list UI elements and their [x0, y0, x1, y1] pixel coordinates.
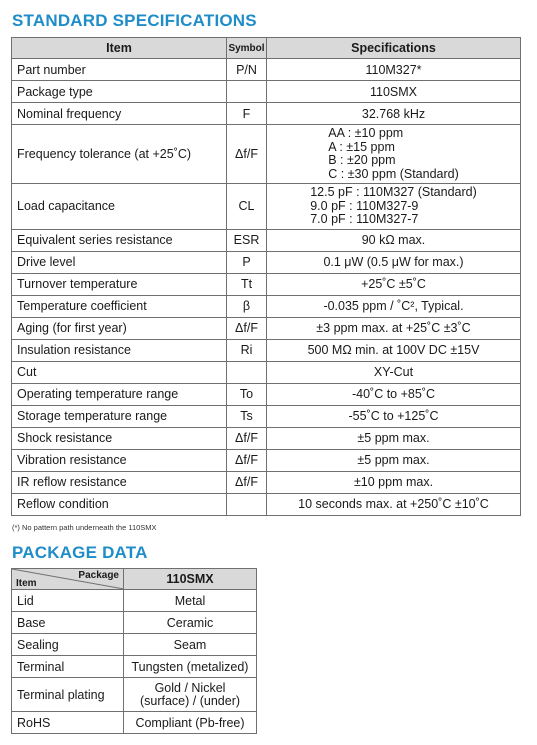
spec-row	[12, 103, 521, 125]
spec-item: Vibration resistance	[12, 449, 227, 471]
spec-item: Drive level	[12, 251, 227, 273]
spec-symbol: β	[227, 295, 267, 317]
package-value: Seam	[124, 634, 257, 656]
package-value: Compliant (Pb-free)	[124, 712, 257, 734]
spec-item: Package type	[12, 81, 227, 103]
spec-row	[12, 383, 521, 405]
spec-symbol	[227, 361, 267, 383]
package-item: Base	[12, 612, 124, 634]
spec-value: 500 MΩ min. at 100V DC ±15V	[267, 339, 521, 361]
header-item: Item	[12, 38, 227, 59]
spec-value: 110M327*	[267, 59, 521, 81]
spec-item: Reflow condition	[12, 493, 227, 515]
spec-value: ±3 ppm max. at +25˚C ±3˚C	[267, 317, 521, 339]
header-symbol: Symbol	[227, 38, 267, 59]
spec-value: -40˚C to +85˚C	[267, 383, 521, 405]
spec-value: -0.035 ppm / ˚C², Typical.	[267, 295, 521, 317]
spec-value: 32.768 kHz	[267, 103, 521, 125]
spec-row	[12, 449, 521, 471]
spec-symbol: P	[227, 251, 267, 273]
spec-value: ±5 ppm max.	[267, 427, 521, 449]
spec-item: Frequency tolerance (at +25˚C)	[12, 125, 227, 184]
corner-package-label: Package	[78, 570, 119, 581]
spec-item: Storage temperature range	[12, 405, 227, 427]
value-line: AA : ±10 ppm	[328, 126, 404, 140]
spec-item: Operating temperature range	[12, 383, 227, 405]
spec-value: 0.1 μW (0.5 μW for max.)	[267, 251, 521, 273]
footnote: (*) No pattern path underneath the 110SMX	[12, 523, 157, 532]
value-line: 7.0 pF : 110M327-7	[310, 212, 419, 226]
spec-row	[12, 493, 521, 515]
corner-item-label: Item	[16, 578, 37, 589]
package-table	[11, 568, 257, 734]
spec-symbol: CL	[227, 184, 267, 230]
spec-value	[267, 125, 521, 184]
spec-value: 90 kΩ max.	[267, 229, 521, 251]
package-row	[12, 656, 257, 678]
package-row	[12, 590, 257, 612]
spec-row	[12, 273, 521, 295]
multiline-value	[328, 125, 459, 183]
package-item: Terminal	[12, 656, 124, 678]
package-row	[12, 612, 257, 634]
spec-item: Part number	[12, 59, 227, 81]
spec-item: Cut	[12, 361, 227, 383]
multiline-value	[310, 184, 477, 229]
header-110smx: 110SMX	[124, 569, 257, 590]
package-value: Ceramic	[124, 612, 257, 634]
spec-row	[12, 184, 521, 230]
spec-row	[12, 471, 521, 493]
package-row	[12, 634, 257, 656]
spec-value: XY-Cut	[267, 361, 521, 383]
spec-symbol: Δf/F	[227, 449, 267, 471]
spec-item: Load capacitance	[12, 184, 227, 230]
package-item: Terminal plating	[12, 678, 124, 712]
spec-value: ±10 ppm max.	[267, 471, 521, 493]
spec-value: +25˚C ±5˚C	[267, 273, 521, 295]
spec-row	[12, 125, 521, 184]
header-corner-cell	[12, 569, 124, 590]
spec-header-row	[12, 38, 521, 59]
spec-item: Insulation resistance	[12, 339, 227, 361]
spec-row	[12, 59, 521, 81]
spec-symbol	[227, 493, 267, 515]
spec-symbol	[227, 81, 267, 103]
spec-value: ±5 ppm max.	[267, 449, 521, 471]
spec-row	[12, 361, 521, 383]
spec-heading: STANDARD SPECIFICATIONS	[12, 11, 257, 30]
spec-row	[12, 295, 521, 317]
spec-row	[12, 339, 521, 361]
spec-row	[12, 317, 521, 339]
spec-symbol: F	[227, 103, 267, 125]
header-specifications: Specifications	[267, 38, 521, 59]
package-row	[12, 678, 257, 712]
multiline-value	[140, 680, 240, 710]
spec-row	[12, 229, 521, 251]
package-header-row	[12, 569, 257, 590]
value-line: C : ±30 ppm (Standard)	[328, 166, 459, 181]
package-value: Metal	[124, 590, 257, 612]
spec-value	[267, 184, 521, 230]
package-item: Lid	[12, 590, 124, 612]
package-item: Sealing	[12, 634, 124, 656]
spec-row	[12, 427, 521, 449]
value-line: (surface) / (under)	[139, 693, 241, 708]
spec-item: IR reflow resistance	[12, 471, 227, 493]
spec-item: Equivalent series resistance	[12, 229, 227, 251]
spec-item: Nominal frequency	[12, 103, 227, 125]
value-line: 12.5 pF : 110M327 (Standard)	[310, 185, 477, 199]
value-line: A : ±15 ppm	[328, 139, 395, 154]
spec-value: -55˚C to +125˚C	[267, 405, 521, 427]
value-line: 9.0 pF : 110M327-9	[310, 198, 419, 213]
package-value: Tungsten (metalized)	[124, 656, 257, 678]
spec-item: Turnover temperature	[12, 273, 227, 295]
package-heading: PACKAGE DATA	[12, 543, 148, 562]
spec-symbol: To	[227, 383, 267, 405]
spec-symbol: Ts	[227, 405, 267, 427]
package-item: RoHS	[12, 712, 124, 734]
spec-symbol: ESR	[227, 229, 267, 251]
spec-symbol: Δf/F	[227, 317, 267, 339]
package-value	[124, 678, 257, 712]
spec-table	[11, 37, 521, 516]
spec-symbol: Δf/F	[227, 471, 267, 493]
spec-row	[12, 251, 521, 273]
value-line: B : ±20 ppm	[328, 153, 396, 167]
spec-symbol: Δf/F	[227, 125, 267, 184]
spec-value: 10 seconds max. at +250˚C ±10˚C	[267, 493, 521, 515]
spec-symbol: Δf/F	[227, 427, 267, 449]
spec-value: 110SMX	[267, 81, 521, 103]
spec-item: Aging (for first year)	[12, 317, 227, 339]
spec-symbol: Tt	[227, 273, 267, 295]
value-line: Gold / Nickel	[154, 680, 226, 695]
spec-symbol: Ri	[227, 339, 267, 361]
spec-row	[12, 81, 521, 103]
spec-item: Shock resistance	[12, 427, 227, 449]
package-row	[12, 712, 257, 734]
spec-item: Temperature coefficient	[12, 295, 227, 317]
spec-row	[12, 405, 521, 427]
spec-symbol: P/N	[227, 59, 267, 81]
